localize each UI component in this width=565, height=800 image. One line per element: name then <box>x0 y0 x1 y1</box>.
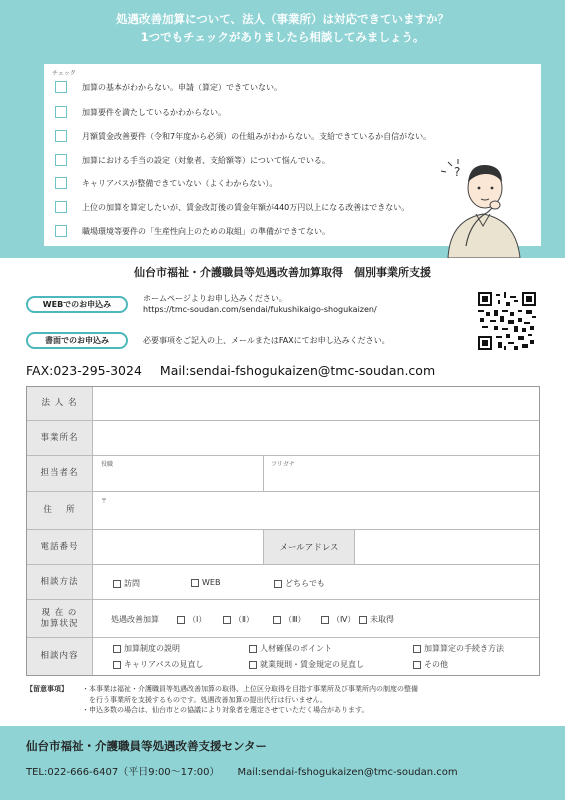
status-label <box>27 600 93 637</box>
qr-code-icon[interactable] <box>478 292 536 350</box>
method-option-either[interactable] <box>274 578 325 589</box>
furigana-field-label: フリガナ <box>271 461 295 468</box>
option-label: 就業規則・賃金規定の見直し <box>260 660 364 669</box>
postal-mark: 〒 <box>101 498 108 505</box>
footer <box>0 726 565 800</box>
footer-mail[interactable]: Mail:sendai-fshogukaizen@tmc-soudan.com <box>237 767 458 778</box>
form-row-phone <box>27 530 539 565</box>
option-label: 訪問 <box>124 579 140 588</box>
checklist-item[interactable] <box>55 79 282 95</box>
checkbox[interactable] <box>413 661 421 669</box>
checkbox[interactable] <box>55 130 67 142</box>
status-option-none[interactable] <box>359 614 394 625</box>
checkbox[interactable] <box>321 616 329 624</box>
status-label-line-2: 加算状況 <box>40 618 79 629</box>
option-label: 加算算定の手続き方法 <box>424 644 504 653</box>
checkbox[interactable] <box>55 81 67 93</box>
form-row-method <box>27 565 539 600</box>
checklist-item-label: 加算要件を満たしているかわからない。 <box>82 107 226 117</box>
checkbox[interactable] <box>249 661 257 669</box>
application-form <box>26 386 540 676</box>
note-line: ・本事業は福祉・介護職員等処遇改善加算の取得、上位区分取得を目指す事業所及び事業所内の制度の整備 <box>82 685 418 693</box>
checkbox[interactable] <box>113 645 121 653</box>
web-apply-line-1: ホームページよりお申し込みください。 <box>143 294 287 303</box>
content-option[interactable] <box>249 643 332 654</box>
phone-label: 電話番号 <box>27 530 93 564</box>
option-label: （Ⅲ） <box>284 615 306 624</box>
checkbox[interactable] <box>177 616 185 624</box>
footer-tel: TEL:022-666-6407（平日9:00～17:00） <box>26 767 220 778</box>
method-option-visit[interactable] <box>113 578 140 589</box>
checklist-item-label: 加算における手当の設定（対象者、支給額等）について悩んでいる。 <box>82 155 330 165</box>
form-row-corp <box>27 387 539 421</box>
note-line: ・申込多数の場合は、仙台市との協議により対象者を選定させていただく場合があります。 <box>82 706 369 714</box>
checkbox[interactable] <box>249 645 257 653</box>
form-row-person <box>27 456 539 492</box>
content-label: 相談内容 <box>27 638 93 675</box>
checklist-item-label: キャリアパスが整備できていない（よくわからない）。 <box>82 178 278 188</box>
option-label: （Ⅳ） <box>332 615 356 624</box>
checkbox[interactable] <box>113 580 121 588</box>
content-option[interactable] <box>413 659 448 670</box>
status-option-4[interactable] <box>321 614 355 625</box>
option-label: WEB <box>202 578 221 587</box>
form-row-address <box>27 492 539 530</box>
status-prefix: 処遇改善加算 <box>111 615 159 624</box>
checkbox[interactable] <box>359 616 367 624</box>
checkbox[interactable] <box>273 616 281 624</box>
note-line: を行う事業所を支援するものです。処遇改善加算の提出代行は行いません。 <box>82 695 327 704</box>
checklist-item-label: 職場環境等要件の「生産性向上のための取組」の準備ができてない。 <box>82 226 330 236</box>
method-label: 相談方法 <box>27 565 93 599</box>
form-row-status <box>27 600 539 638</box>
paper-apply-badge: 書面でのお申込み <box>26 332 128 349</box>
corp-name-label: 法 人 名 <box>27 387 93 420</box>
notes-body <box>82 684 542 716</box>
person-label: 担当者名 <box>27 456 93 491</box>
checklist-item[interactable] <box>55 223 330 239</box>
checkbox[interactable] <box>274 580 282 588</box>
web-apply-url[interactable]: https://tmc-soudan.com/sendai/fukushikaigo-shogukaizen/ <box>143 305 377 314</box>
checklist-item-label: 月額賃金改善要件（令和7年度から必須）の仕組みがわからない。支給できているか自信がない。 <box>82 131 432 141</box>
mail-address[interactable]: Mail:sendai-fshogukaizen@tmc-soudan.com <box>159 363 436 378</box>
status-option-1[interactable] <box>177 614 206 625</box>
checkbox[interactable] <box>55 154 67 166</box>
form-row-content <box>27 638 539 675</box>
web-apply-badge: WEBでのお申込み <box>26 296 128 313</box>
paper-apply-text: 必要事項をご記入の上、メールまたはFAXにてお申し込みください。 <box>143 336 390 345</box>
checkbox[interactable] <box>413 645 421 653</box>
role-field-label: 役職 <box>101 461 114 468</box>
checklist-item[interactable] <box>55 199 409 215</box>
checklist-item[interactable] <box>55 175 277 191</box>
checkbox[interactable] <box>55 225 67 237</box>
header-line-1: 処遇改善加算について、法人（事業所）は対応できていますか？ <box>115 12 450 26</box>
thinking-person-illustration <box>438 150 528 258</box>
web-apply-text <box>143 293 377 315</box>
option-label: （Ⅰ） <box>188 615 207 624</box>
checkbox[interactable] <box>55 177 67 189</box>
checkbox[interactable] <box>223 616 231 624</box>
notes-label: 【留意事項】 <box>26 685 68 693</box>
option-label: 加算制度の説明 <box>124 644 180 653</box>
status-option-2[interactable] <box>223 614 254 625</box>
content-option[interactable] <box>113 659 203 670</box>
footer-contact <box>26 763 476 778</box>
office-name-label: 事業所名 <box>27 421 93 455</box>
option-label: どちらでも <box>285 579 325 588</box>
fax-number: FAX:023-295-3024 <box>26 363 142 378</box>
checkbox[interactable] <box>191 579 199 587</box>
option-label: 人材確保のポイント <box>260 644 332 653</box>
svg-text:?: ? <box>454 165 461 179</box>
checklist-item-label: 加算の基本がわからない。申請（算定）できていない。 <box>82 82 282 92</box>
option-label: （Ⅱ） <box>234 615 254 624</box>
checkbox[interactable] <box>55 106 67 118</box>
checklist-item[interactable] <box>55 128 431 144</box>
header-question <box>0 10 565 46</box>
program-title: 仙台市福祉・介護職員等処遇改善加算取得 個別事業所支援 <box>134 266 431 279</box>
content-option[interactable] <box>249 659 364 670</box>
address-label: 住 所 <box>27 492 93 529</box>
status-option-3[interactable] <box>273 614 306 625</box>
checklist-section <box>0 0 565 258</box>
option-label: 未取得 <box>370 615 394 624</box>
checkbox[interactable] <box>55 201 67 213</box>
fax-mail-line <box>26 363 453 378</box>
footer-title: 仙台市福祉・介護職員等処遇改善支援センター <box>26 739 268 753</box>
checklist-heading: チェック <box>52 70 76 77</box>
checklist-item[interactable] <box>55 152 330 168</box>
form-row-office <box>27 421 539 456</box>
checkbox[interactable] <box>113 661 121 669</box>
status-label-line-1: 現 在 の <box>41 607 78 618</box>
checklist-item-label: 上位の加算を算定したいが、賃金改訂後の賃金年額が440万円以上になる改善はできない。 <box>82 202 410 212</box>
header-line-2: 1つでもチェックがありましたら相談してみましょう。 <box>140 30 425 44</box>
divider <box>263 456 264 491</box>
checklist-item[interactable] <box>55 104 226 120</box>
email-label: メールアドレス <box>263 530 355 564</box>
option-label: キャリアパスの見直し <box>124 660 204 669</box>
option-label: その他 <box>424 660 448 669</box>
method-option-web[interactable] <box>191 578 220 587</box>
content-option[interactable] <box>413 643 504 654</box>
content-option[interactable] <box>113 643 180 654</box>
